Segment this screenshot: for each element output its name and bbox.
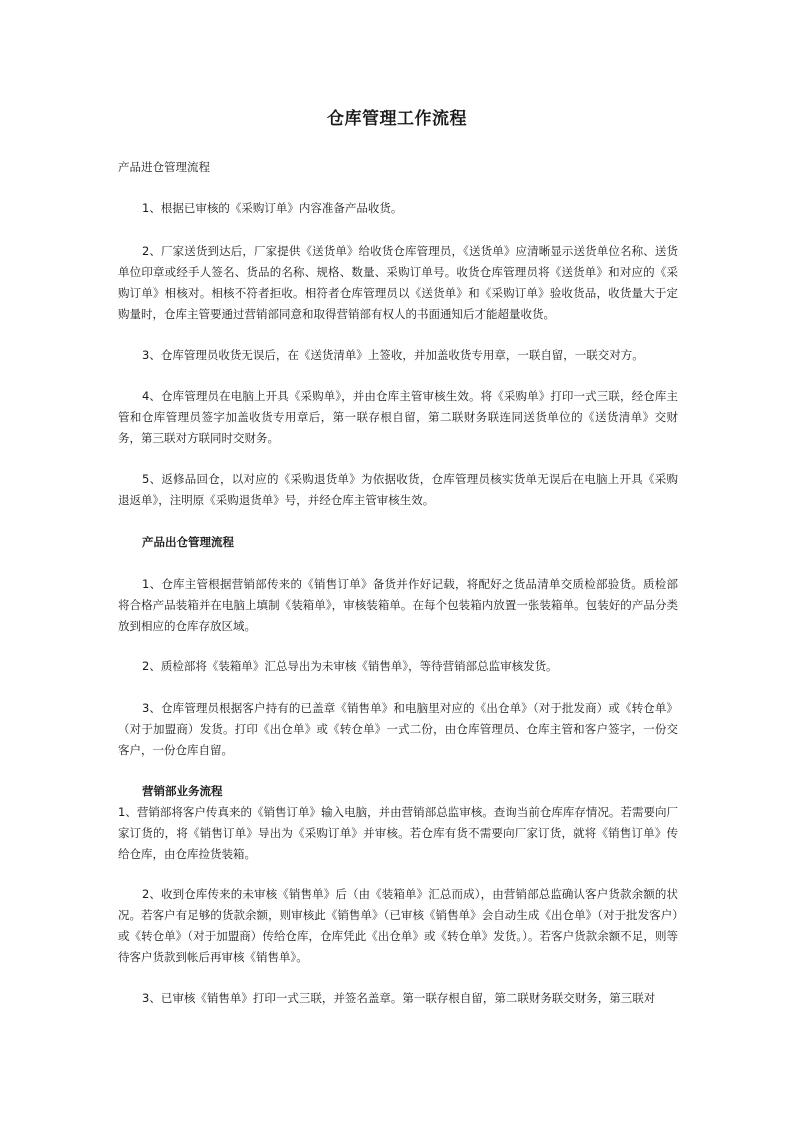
section-heading-inbound: 产品进仓管理流程: [118, 160, 210, 174]
paragraph: 1、根据已审核的《采购订单》内容准备产品收货。: [142, 201, 403, 215]
paragraph: 3、已审核《销售单》打印一式三联，并签名盖章。第一联存根自留，第二联财务联交财务，第三联对: [142, 991, 656, 1005]
paragraph: 3、仓库管理员根据客户持有的已盖章《销售单》和电脑里对应的《出仓单》（对于批发商）或《转仓单》（对于加盟商）发货。打印《出仓单》或《转仓单》一式二份，由仓库管理员、仓库主管和客户签字，一份交客户，一份仓库自留。: [118, 701, 678, 757]
paragraph: 2、厂家送货到达后，厂家提供《送货单》给收货仓库管理员，《送货单》应清晰显示送货单位名称、送货单位印章或经手人签名、货品的名称、规格、数量、采购订单号。收货仓库管理员将《送货单》和对应的《采购订单》相核对。相核不符者拒收。相符者仓库管理员以《送货单》和《采购订单》验收货品，收货量大于定购量时，仓库主管要通过营销部同意和取得营销部有权人的书面通知后才能超量收货。: [118, 244, 678, 321]
paragraph: 1、营销部将客户传真来的《销售订单》输入电脑，并由营销部总监审核。查询当前仓库库存情况。若需要向厂家订货的，将《销售订单》导出为《采购订单》并审核。若仓库有货不需要向厂家订货，就将《销售订单》传给仓库，由仓库捡货装箱。: [118, 805, 678, 861]
paragraph: 5、返修品回仓，以对应的《采购退货单》为依据收货，仓库管理员核实货单无误后在电脑上开具《采购退返单》，注明原《采购退货单》号，并经仓库主管审核生效。: [118, 472, 678, 507]
paragraph: 1、仓库主管根据营销部传来的《销售订单》备货并作好记载，将配好之货品清单交质检部验货。质检部将合格产品装箱并在电脑上填制《装箱单》，审核装箱单。在每个包装箱内放置一张装箱单。包装好的产品分类放到相应的仓库存放区域。: [118, 577, 678, 633]
paragraph: 4、仓库管理员在电脑上开具《采购单》，并由仓库主管审核生效。将《采购单》打印一式三联，经仓库主管和仓库管理员签字加盖收货专用章后，第一联存根自留，第二联财务联连同送货单位的《送货清单》交财务，第三联对方联同时交财务。: [118, 389, 678, 445]
paragraph: 2、质检部将《装箱单》汇总导出为未审核《销售单》，等待营销部总监审核发货。: [142, 659, 558, 673]
paragraph: 2、收到仓库传来的未审核《销售单》后（由《装箱单》汇总而成），由营销部总监确认客户货款余额的状况。若客户有足够的货款余额，则审核此《销售单》（已审核《销售单》会自动生成《出仓单》（对于批发客户）或《转仓单》（对于加盟商）传给仓库，仓库凭此《出仓单》或《转仓单》发货。）。若客户货款余额不足，则等待客户货款到帐后再审核《销售单》。: [118, 887, 678, 964]
paragraph: 3、仓库管理员收货无误后，在《送货清单》上签收，并加盖收货专用章，一联自留，一联交对方。: [142, 348, 644, 362]
section-heading-sales: 营销部业务流程: [142, 784, 223, 798]
document-title: 仓库管理工作流程: [327, 109, 467, 129]
section-heading-outbound: 产品出仓管理流程: [142, 535, 234, 549]
